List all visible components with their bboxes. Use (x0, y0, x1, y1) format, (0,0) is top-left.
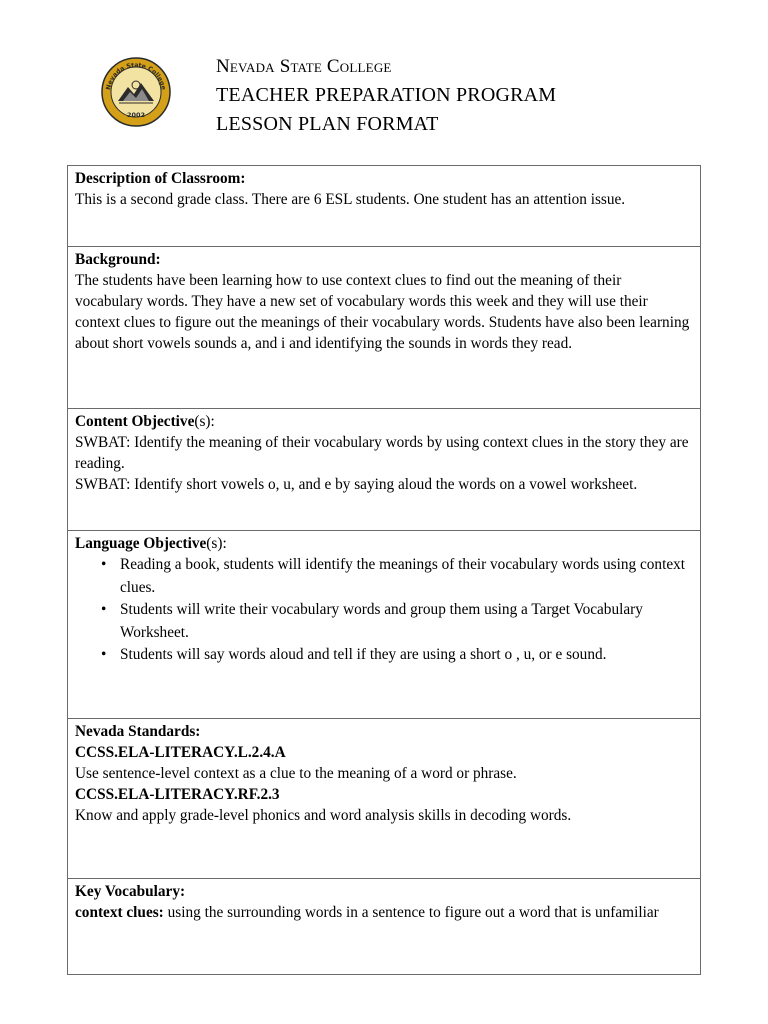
list-item: • Students will write their vocabulary words and group them using a Target Vocabulary Worksheet. (101, 601, 643, 641)
standards-heading: Nevada Standards: (75, 723, 201, 740)
content-objectives-heading: Content Objective(s): (75, 413, 215, 430)
standard-text-1: Use sentence-level context as a clue to the meaning of a word or phrase. (75, 765, 517, 782)
document-header (216, 52, 556, 139)
language-objectives-heading: Language Objective(s): (75, 535, 227, 552)
vocabulary-definition: using the surrounding words in a sentence to figure out a word that is unfamiliar (163, 904, 659, 921)
seal-arc-text: Nevada State College (105, 61, 167, 91)
vocabulary-term: context clues: (75, 904, 164, 921)
section-vocabulary (68, 879, 700, 974)
college-seal (101, 57, 171, 127)
list-item: • Students will say words aloud and tell if they are using a short o , u, or e sound. (75, 644, 693, 667)
lesson-plan-table (67, 165, 701, 975)
format-title: LESSON PLAN FORMAT (216, 113, 439, 135)
content-objective-2: SWBAT: Identify short vowels o, u, and e by saying aloud the words on a vowel worksheet. (75, 476, 638, 493)
content-objective-1: SWBAT: Identify the meaning of their vocabulary words by using context clues in the story they are reading. (75, 434, 689, 472)
section-classroom (68, 166, 700, 247)
list-item: • Reading a book, students will identify the meanings of their vocabulary words using context clues. (101, 556, 686, 596)
standard-text-2: Know and apply grade-level phonics and word analysis skills in decoding words. (75, 807, 572, 824)
bullet-icon: • (101, 601, 107, 618)
standard-code-2: CCSS.ELA-LITERACY.RF.2.3 (75, 786, 280, 803)
language-objectives-list (75, 554, 693, 667)
section-language-objectives (68, 531, 700, 719)
section-standards (68, 719, 700, 879)
section-content-objectives (68, 409, 700, 531)
standard-code-1: CCSS.ELA-LITERACY.L.2.4.A (75, 744, 286, 761)
classroom-text: This is a second grade class. There are 6 ESL students. One student has an attention issue. (75, 191, 626, 208)
section-background (68, 247, 700, 409)
background-heading: Background: (75, 251, 161, 268)
bullet-icon: • (101, 556, 107, 573)
bullet-icon: • (101, 646, 107, 663)
classroom-heading: Description of Classroom: (75, 170, 246, 187)
program-title: TEACHER PREPARATION PROGRAM (216, 84, 557, 106)
vocabulary-entry (75, 902, 693, 923)
seal-year: 2002 (126, 111, 146, 119)
vocabulary-heading: Key Vocabulary: (75, 883, 186, 900)
college-name: Nevada State College (216, 56, 392, 77)
background-text: The students have been learning how to use context clues to find out the meaning of their vocabulary words. They have a new set of vocabulary words this week and they will use their context clues to figure out the meanings of their vocabulary words. Students have also been learning about short vowels sounds a, and i and identifying the sounds in words they read. (75, 272, 690, 352)
